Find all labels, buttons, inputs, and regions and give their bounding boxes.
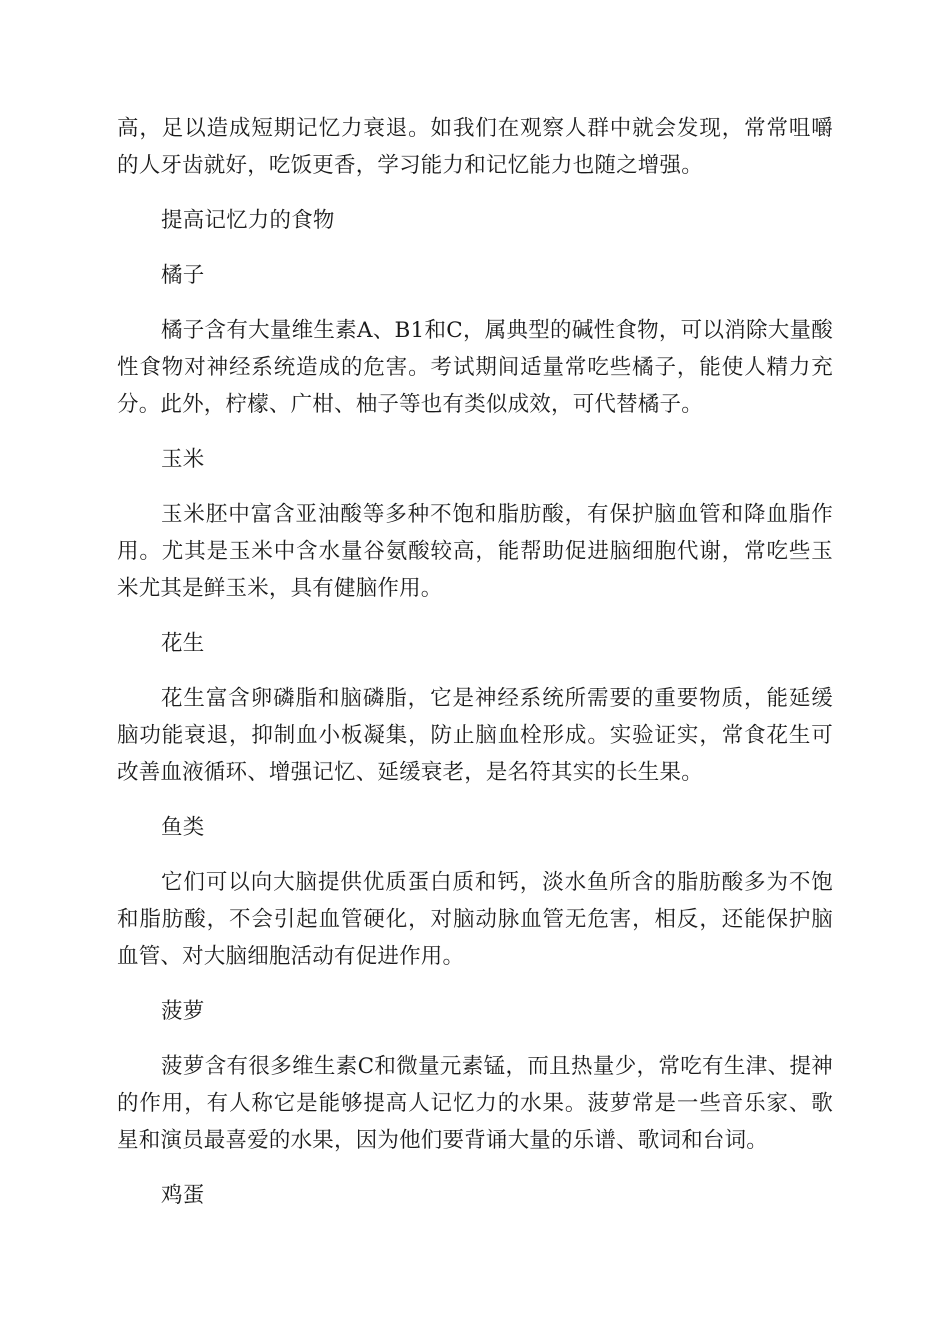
food-paragraph-corn: 玉米胚中富含亚油酸等多种不饱和脂肪酸，有保护脑血管和降血脂作用。尤其是玉米中含水量谷氨酸较高，能帮助促进脑细胞代谢，常吃些玉米尤其是鲜玉米，具有健脑作用。 — [117, 502, 833, 601]
food-paragraph-orange: 橘子含有大量维生素A、B1和C，属典型的碱性食物，可以消除大量酸性食物对神经系统造成的危害。考试期间适量常吃些橘子，能使人精力充分。此外，柠檬、广柑、柚子等也有类似成效，可代替橘子。 — [117, 318, 833, 417]
food-heading-pineapple: 菠萝 — [161, 999, 205, 1024]
food-heading-egg: 鸡蛋 — [161, 1183, 205, 1208]
document-page — [117, 110, 833, 1232]
food-heading-corn: 玉米 — [161, 447, 205, 472]
food-paragraph-pineapple: 菠萝含有很多维生素C和微量元素锰，而且热量少，常吃有生津、提神的作用，有人称它是能够提高人记忆力的水果。菠萝常是一些音乐家、歌星和演员最喜爱的水果，因为他们要背诵大量的乐谱、歌词和台词。 — [117, 1054, 833, 1153]
intro-paragraph: 高，足以造成短期记忆力衰退。如我们在观察人群中就会发现，常常咀嚼的人牙齿就好，吃饭更香，学习能力和记忆能力也随之增强。 — [117, 116, 833, 178]
food-heading-peanut: 花生 — [161, 631, 205, 656]
food-heading-fish: 鱼类 — [161, 815, 205, 840]
food-heading-orange: 橘子 — [161, 263, 205, 288]
food-paragraph-peanut: 花生富含卵磷脂和脑磷脂，它是神经系统所需要的重要物质，能延缓脑功能衰退，抑制血小板凝集，防止脑血栓形成。实验证实，常食花生可改善血液循环、增强记忆、延缓衰老，是名符其实的长生果。 — [117, 686, 833, 785]
food-paragraph-fish: 它们可以向大脑提供优质蛋白质和钙，淡水鱼所含的脂肪酸多为不饱和脂肪酸，不会引起血管硬化，对脑动脉血管无危害，相反，还能保护脑血管、对大脑细胞活动有促进作用。 — [117, 870, 833, 969]
section-title: 提高记忆力的食物 — [161, 208, 335, 233]
